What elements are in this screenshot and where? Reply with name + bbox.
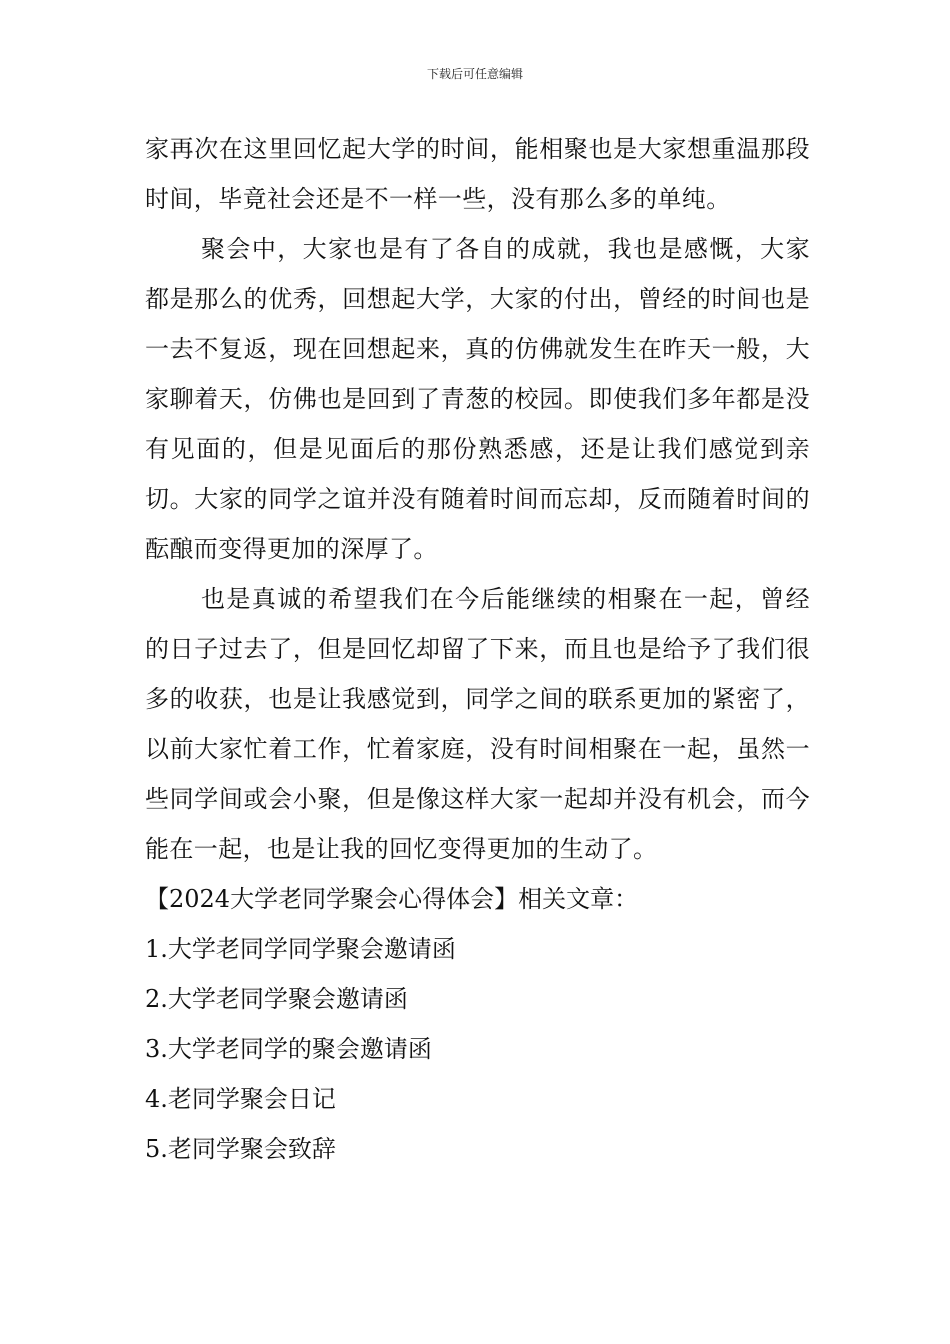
related-article-link[interactable]: 3.大学老同学的聚会邀请函 bbox=[145, 1035, 432, 1063]
related-article-link[interactable]: 1.大学老同学同学聚会邀请函 bbox=[145, 935, 456, 963]
paragraph-1: 家再次在这里回忆起大学的时间，能相聚也是大家想重温那段时间，毕竟社会还是不一样一些，没有那么多的单纯。 bbox=[145, 135, 810, 213]
related-article-link[interactable]: 5.老同学聚会致辞 bbox=[145, 1135, 336, 1163]
paragraph-2: 聚会中，大家也是有了各自的成就，我也是感慨，大家都是那么的优秀，回想起大学，大家的付出，曾经的时间也是一去不复返，现在回想起来，真的仿佛就发生在昨天一般，大家聊着天，仿佛也是回到了青葱的校园。即使我们多年都是没有见面的，但是见面后的那份熟悉感，还是让我们感觉到亲切。大家的同学之谊并没有随着时间而忘却，反而随着时间的酝酿而变得更加的深厚了。 bbox=[145, 235, 810, 563]
related-article-link[interactable]: 4.老同学聚会日记 bbox=[145, 1085, 336, 1113]
document-body bbox=[145, 124, 810, 1174]
page-header: 下载后可任意编辑 bbox=[426, 67, 523, 81]
paragraph-3: 也是真诚的希望我们在今后能继续的相聚在一起，曾经的日子过去了，但是回忆却留了下来，而且也是给予了我们很多的收获，也是让我感觉到，同学之间的联系更加的紧密了，以前大家忙着工作，忙着家庭，没有时间相聚在一起，虽然一些同学间或会小聚，但是像这样大家一起却并没有机会，而今能在一起，也是让我的回忆变得更加的生动了。 bbox=[145, 585, 810, 863]
related-articles-list bbox=[145, 924, 810, 1174]
related-article-link[interactable]: 2.大学老同学聚会邀请函 bbox=[145, 985, 408, 1013]
related-articles-title: 【2024大学老同学聚会心得体会】相关文章： bbox=[145, 885, 639, 913]
